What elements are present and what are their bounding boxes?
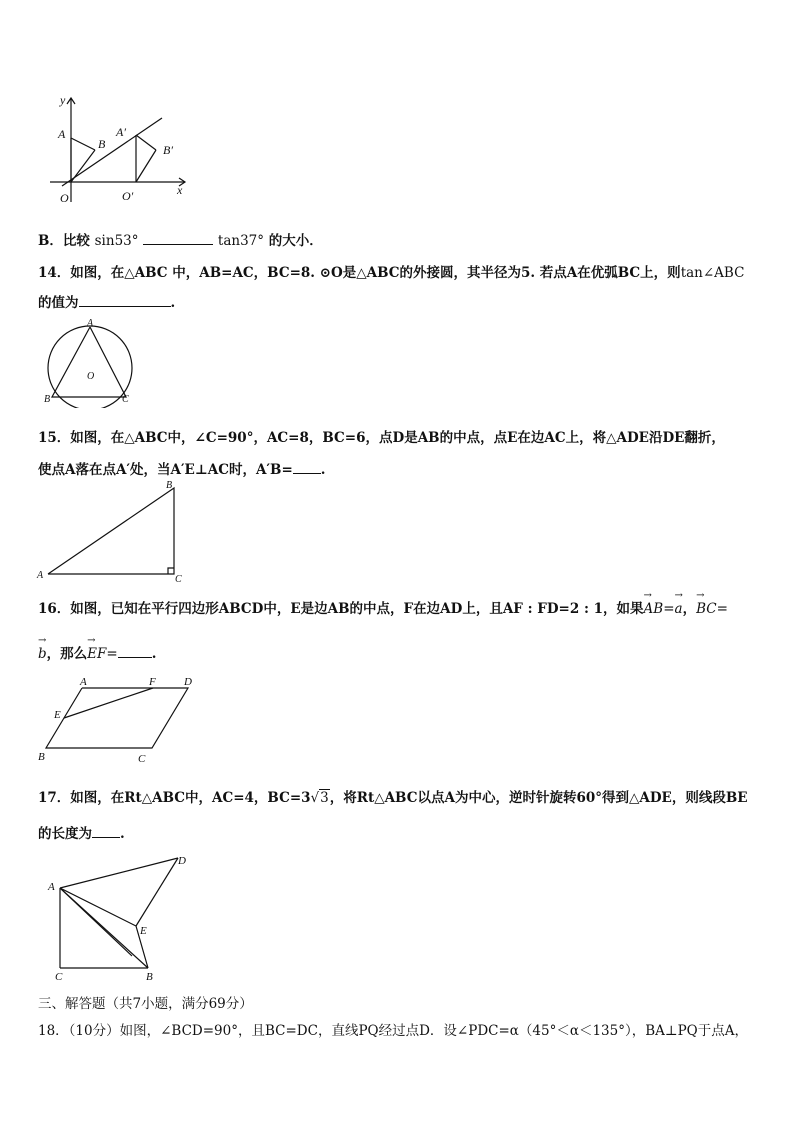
- fig17-label-D: D: [178, 855, 186, 867]
- q15-answer-blank: [293, 461, 321, 474]
- section3-heading: 三、解答题（共7小题，满分69分）: [38, 996, 253, 1012]
- fig16-label-F: F: [149, 676, 156, 688]
- fig15-label-A: A: [37, 570, 44, 581]
- q16-vector-ab: → AB: [644, 601, 664, 617]
- q13b-line: [38, 229, 323, 249]
- fig14-label-O: O: [87, 371, 95, 382]
- q13b-sin: sin53°: [94, 233, 139, 249]
- q15-text1: 15．如图，在△ABC中，∠C=90°，AC=8，BC=6，点D是AB的中点，点E在边AC上，将△ADE沿DE翻折，: [38, 430, 725, 446]
- q16-end: .: [151, 646, 157, 662]
- q16-text2: ，那么: [46, 646, 88, 662]
- q16-eq-a: =: [663, 601, 675, 617]
- q16-line1: [38, 597, 728, 617]
- q13b-tan: tan37°: [217, 233, 265, 249]
- q17-sqrt-value: 3: [320, 790, 329, 806]
- q17-line1: 17．如图，在Rt△ABC中，AC=4，BC=3√3，将Rt△ABC以点A为中心，逆时针旋转60°得到△ADE，则线段BE: [38, 790, 748, 806]
- q14-tan: tan∠ABC: [680, 265, 745, 281]
- fig13-label-B: B: [98, 137, 106, 151]
- q16-vector-ef: → EF: [87, 646, 106, 662]
- q18-line1: 18．（10分）如图，∠BCD=90°，且BC=DC，直线PQ经过点D．设∠PDC=α（45°＜α＜135°），BA⊥PQ于点A，: [38, 1023, 748, 1039]
- fig14-label-C: C: [122, 394, 129, 405]
- q15-line1: [38, 426, 725, 446]
- q16-vector-bc: → BC: [696, 601, 717, 617]
- fig16-label-D: D: [184, 676, 192, 688]
- fig16-label-E: E: [54, 709, 61, 721]
- q17-text1b: ，将Rt△ABC以点A为中心，逆时针旋转60°得到△ADE，则线段BE: [329, 790, 748, 806]
- q14-circle-figure: [38, 318, 138, 408]
- fig15-label-C: C: [175, 574, 182, 585]
- q16-vector-b: → b: [38, 646, 47, 662]
- fig13-label-A1: A′: [116, 125, 126, 139]
- fig15-label-B: B: [166, 480, 173, 491]
- fig14-label-A: A: [87, 318, 94, 329]
- fig16-label-C: C: [138, 753, 146, 765]
- fig13-label-O: O: [60, 191, 69, 205]
- fig17-label-A: A: [48, 881, 55, 893]
- fig16-label-B: B: [38, 751, 45, 763]
- q13b-prefix: B．比较: [38, 233, 90, 249]
- q15-end: .: [320, 462, 326, 478]
- fig14-label-B: B: [44, 394, 51, 405]
- q14-line2: [38, 291, 175, 311]
- fig17-label-B: B: [146, 971, 153, 983]
- q15-text2: 使点A落在点A′处，当A′E⊥AC时，A′B=: [38, 462, 293, 478]
- q14-text: 14．如图，在△ABC 中，AB=AC，BC=8. ⊙O是△ABC的外接圆，其半径为5. 若点A在优弧BC上，则: [38, 265, 681, 281]
- q17-end: .: [120, 826, 125, 842]
- fig13-label-B1: B′: [163, 143, 173, 157]
- fig17-label-E: E: [140, 925, 147, 937]
- q16-sep: ，: [682, 601, 697, 617]
- q17-text1: 17．如图，在Rt△ABC中，AC=4，BC=3: [38, 790, 311, 806]
- q14-end: .: [170, 295, 176, 311]
- q17-text2: 的长度为: [38, 826, 92, 842]
- q16-vector-a: → a: [675, 601, 683, 617]
- q17-line2: [38, 822, 125, 842]
- fig13-label-O1: O′: [122, 189, 134, 203]
- q16-eq-end: =: [106, 646, 118, 662]
- q16-line2: [38, 642, 156, 662]
- q15-line2: [38, 458, 325, 478]
- q13-coordinate-figure: [40, 90, 200, 210]
- q17-answer-blank: [92, 825, 120, 838]
- q13b-answer-blank: [143, 232, 213, 245]
- q15-triangle-figure: [34, 478, 194, 586]
- q16-answer-blank: [118, 645, 152, 658]
- fig17-label-C: C: [55, 971, 63, 983]
- q16-parallelogram-figure: [38, 672, 200, 768]
- fig13-label-A: A: [58, 127, 66, 141]
- q13b-suffix: 的大小．: [268, 233, 323, 249]
- q17-rotation-figure: [44, 848, 204, 984]
- fig16-label-A: A: [80, 676, 87, 688]
- fig13-label-y: y: [60, 93, 66, 107]
- q14-line1: [38, 261, 744, 281]
- q14-answer-blank: [79, 294, 171, 307]
- fig13-label-x: x: [177, 183, 183, 197]
- q16-eq-b: =: [716, 601, 728, 617]
- q16-text1: 16．如图，已知在平行四边形ABCD中，E是边AB的中点，F在边AD上，且AF : FD=2 : 1，如果: [38, 601, 644, 617]
- q14-text2: 的值为: [38, 295, 79, 311]
